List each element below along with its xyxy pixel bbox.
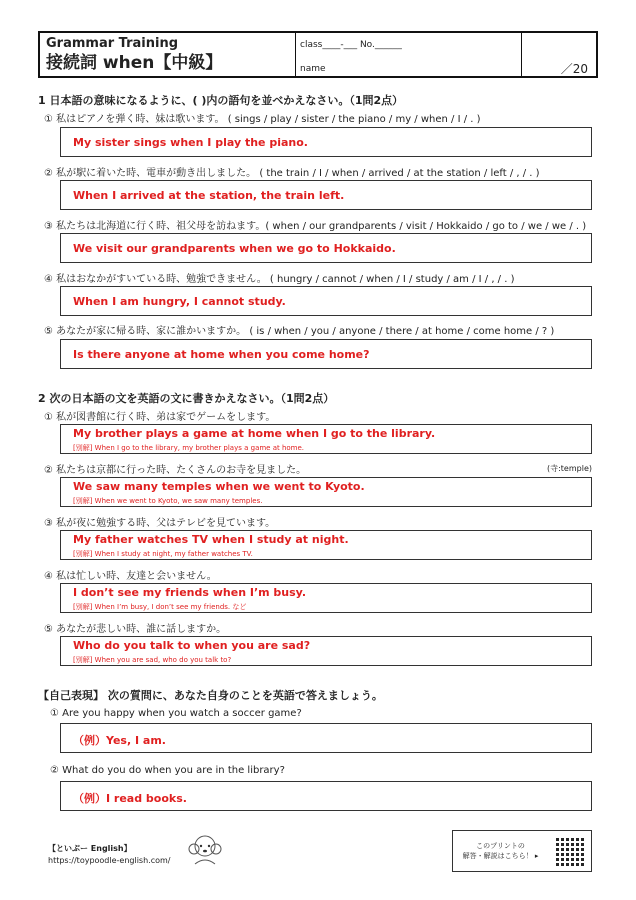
s1-question-4: ④ 私はおなかがすいている時、勉強できません。 ( hungry / cannot / when / I / study / am / I / , / . )	[44, 274, 515, 285]
s2-alt-answer-5: [別解] When you are sad, who do you talk to?	[73, 656, 232, 664]
s2-answer-2: We saw many temples when we went to Kyoto.	[73, 480, 365, 493]
score-label: ／20	[560, 62, 588, 76]
s3-answer-box-2	[60, 781, 592, 811]
s2-alt-answer-4: [別解] When I’m busy, I don’t see my friends. など	[73, 603, 247, 611]
s2-answer-box-2	[60, 477, 592, 507]
site-url[interactable]: https://toypoodle-english.com/	[48, 856, 171, 865]
s2-answer-box-5	[60, 636, 592, 666]
s1-question-2: ② 私が駅に着いた時、電車が動き出しました。 ( the train / I / when / arrived / at the station / left / , / . )	[44, 168, 540, 179]
s1-answer-box-3	[60, 233, 592, 263]
s1-answer-box-4	[60, 286, 592, 316]
s3-answer-2: （例）I read books.	[73, 792, 187, 805]
section3-title: 【自己表現】 次の質問に、あなた自身のことを英語で答えましょう。	[38, 689, 383, 702]
s3-question-2: ② What do you do when you are in the library?	[50, 765, 285, 776]
s1-answer-1: My sister sings when I play the piano.	[73, 136, 308, 149]
s3-answer-1: （例）Yes, I am.	[73, 734, 166, 747]
section1-title: 1 日本語の意味になるように、( )内の語句を並べかえなさい。（1問2点）	[38, 94, 404, 107]
answer-link-text: このプリントの 解答・解説はこちら！ ▸	[462, 842, 539, 860]
s1-question-1: ① 私はピアノを弾く時、妹は歌います。 ( sings / play / sister / the piano / my / when / I / . )	[44, 114, 481, 125]
s2-answer-1: My brother plays a game at home when I go to the library.	[73, 427, 436, 440]
s2-alt-answer-3: [別解] When I study at night, my father watches TV.	[73, 550, 253, 558]
s3-answer-box-1	[60, 723, 592, 753]
s1-answer-5: Is there anyone at home when you come home?	[73, 348, 370, 361]
poodle-mascot-icon	[185, 832, 225, 866]
s2-answer-box-1	[60, 424, 592, 454]
s1-question-3: ③ 私たちは北海道に行く時、祖父母を訪ねます。( when / our grandparents / visit / Hokkaido / go to / we / we / . )	[44, 221, 587, 232]
s2-hint: (寺:temple)	[546, 464, 592, 473]
title-cell	[40, 33, 296, 76]
s1-answer-3: We visit our grandparents when we go to Hokkaido.	[73, 242, 396, 255]
s2-question-3: ③ 私が夜に勉強する時、父はテレビを見ています。	[44, 518, 276, 529]
s2-answer-box-3	[60, 530, 592, 560]
s1-question-5: ⑤ あなたが家に帰る時、家に誰かいますか。 ( is / when / you / anyone / there / at home / come home / ? )	[44, 326, 555, 337]
s2-answer-box-4	[60, 583, 592, 613]
s1-answer-4: When I am hungry, I cannot study.	[73, 295, 286, 308]
s2-answer-3: My father watches TV when I study at night.	[73, 533, 349, 546]
s2-answer-5: Who do you talk to when you are sad?	[73, 639, 311, 652]
footer-brand-block	[48, 843, 171, 867]
title-en: Grammar Training	[46, 36, 179, 51]
answer-link-box[interactable]	[452, 830, 592, 872]
title-jp: 接続詞 when【中級】	[46, 53, 223, 73]
qr-code-icon[interactable]	[556, 836, 586, 866]
worksheet-header	[38, 31, 598, 78]
s2-question-5: ⑤ あなたが悲しい時、誰に話しますか。	[44, 624, 227, 635]
s1-answer-2: When I arrived at the station, the train left.	[73, 189, 345, 202]
s1-answer-box-5	[60, 339, 592, 369]
s1-answer-box-2	[60, 180, 592, 210]
class-name-cell	[296, 33, 522, 76]
s2-question-4: ④ 私は忙しい時、友達と会いません。	[44, 571, 217, 582]
name-label: name	[300, 64, 326, 74]
s2-question-2: ② 私たちは京都に行った時、たくさんのお寺を見ました。	[44, 465, 307, 476]
s2-answer-4: I don’t see my friends when I’m busy.	[73, 586, 307, 599]
score-cell	[522, 33, 596, 76]
class-label: class____-___ No.______	[300, 40, 402, 50]
brand-name: 【といぷー English】	[48, 844, 132, 853]
s2-alt-answer-1: [別解] When I go to the library, my brother plays a game at home.	[73, 444, 305, 452]
s1-answer-box-1	[60, 127, 592, 157]
section2-title: 2 次の日本語の文を英語の文に書きかえなさい。（1問2点）	[38, 392, 335, 405]
s2-alt-answer-2: [別解] When we went to Kyoto, we saw many temples.	[73, 497, 263, 505]
s3-question-1: ① Are you happy when you watch a soccer game?	[50, 708, 302, 719]
s2-question-1: ① 私が図書館に行く時、弟は家でゲームをします。	[44, 412, 276, 423]
